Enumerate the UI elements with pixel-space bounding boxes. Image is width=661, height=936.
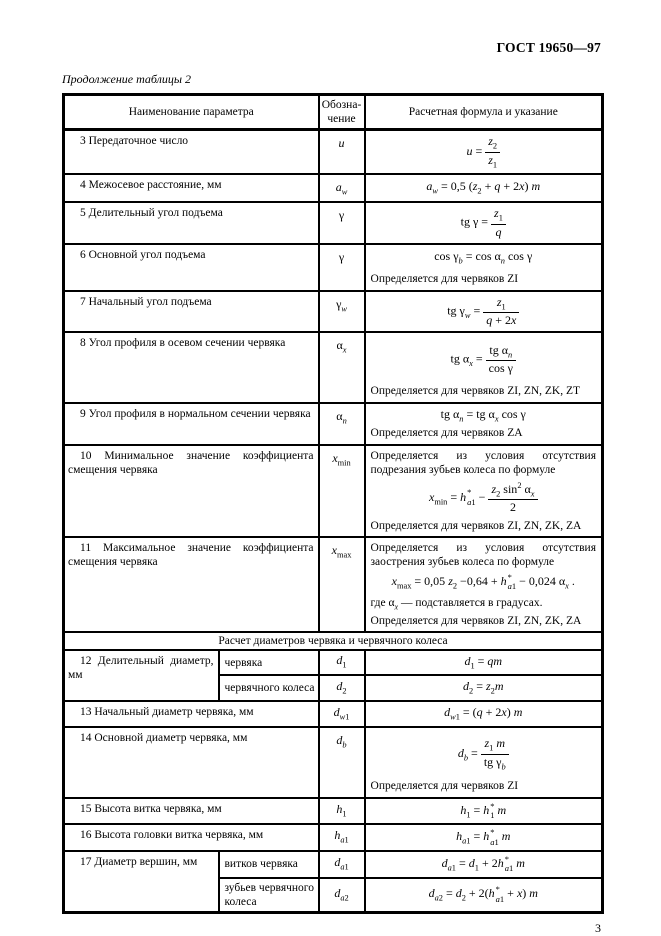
param-name-cell: 7 Начальный угол подъема [64, 291, 319, 332]
table-row [64, 537, 603, 632]
symbol-cell: $\alpha_n$ [319, 403, 365, 445]
column-header-symbol: Обозна- чение [319, 95, 365, 130]
formula-cell: Определяется из условия отсутствия заострения зубьев колеса по формуле $x_{max} = 0,05$ $z_2 -0,64 + h$ * a1 − 0,024 $\alpha_x$ . где $\alpha_x$ — подставляется в градусах. Определяется для червяков ZI, ZN, ZK, ZA [365, 537, 603, 632]
table-row [64, 701, 603, 727]
symbol-cell: γ [319, 202, 365, 243]
symbol-cell: $x_{max}$ [319, 537, 365, 632]
param-name-cell: 8 Угол профиля в осевом сечении червяка [64, 332, 319, 403]
param-name-cell: 4 Межосевое расстояние, мм [64, 174, 319, 202]
param-name-cell: 15 Высота витка червяка, мм [64, 798, 319, 825]
symbol-cell: $h_1$ [319, 798, 365, 825]
formula-cell: $h_1 = h$ * 1 m [365, 798, 603, 825]
table-row [64, 798, 603, 825]
symbol-cell: u [319, 130, 365, 175]
page-number: 3 [595, 920, 601, 935]
symbol-cell: $h_{a1}$ [319, 824, 365, 851]
table-row [64, 851, 603, 878]
formula-cell: tg $\alpha_n$ = tg $\alpha_x$ cos γ Определяется для червяков ZA [365, 403, 603, 445]
param-name-cell: 13 Начальный диаметр червяка, мм [64, 701, 319, 727]
table-row [64, 824, 603, 851]
symbol-cell: $d_b$ [319, 727, 365, 798]
column-header-formula: Расчетная формула и указание [365, 95, 603, 130]
symbol-cell: $d_1$ [319, 650, 365, 676]
table-row [64, 445, 603, 537]
column-header-name: Наименование параметра [64, 95, 319, 130]
table-row [64, 727, 603, 798]
symbol-cell: $x_{min}$ [319, 445, 365, 537]
param-name-cell: 17 Диаметр вершин, мм [64, 851, 219, 912]
formula-cell: $h_{a1} = h$ * a1 m [365, 824, 603, 851]
table-header-row [64, 95, 603, 130]
formula-cell: Определяется из условия отсутствия подрезания зубьев колеса по формуле $x_{min} = h$ * a1 − $\frac{z_2 \sin^2 \alpha_x}{2}$ Определяется для червяков ZI, ZN, ZK, ZA [365, 445, 603, 537]
param-name-cell: 11 Максимальное значение коэффициента смещения червяка [64, 537, 319, 632]
symbol-cell: γ [319, 244, 365, 291]
formula-cell: $d_2 = z_2m$ [365, 675, 603, 701]
table-row [64, 403, 603, 445]
symbol-cell: $d_{a1}$ [319, 851, 365, 878]
param-name-cell: 12 Делительный диаметр, мм [64, 650, 219, 701]
symbol-cell: $d_2$ [319, 675, 365, 701]
symbol-cell: $d_{w1}$ [319, 701, 365, 727]
symbol-cell: $\gamma_w$ [319, 291, 365, 332]
param-name-cell: 10 Минимальное значение коэффициента смещения червяка [64, 445, 319, 537]
table-row [64, 332, 603, 403]
param-name-cell: 16 Высота головки витка червяка, мм [64, 824, 319, 851]
sub-param-cell: червяка [219, 650, 319, 676]
formula-cell: $d_b$ = $\frac{z_1 m}{tg \gamma_b}$ Определяется для червяков ZI [365, 727, 603, 798]
table-row [64, 244, 603, 291]
parameters-table [62, 93, 604, 914]
symbol-cell: $d_{a2}$ [319, 878, 365, 913]
doc-number: ГОСТ 19650—97 [496, 40, 601, 55]
param-name-cell: 5 Делительный угол подъема [64, 202, 319, 243]
symbol-cell: $\alpha_x$ [319, 332, 365, 403]
formula-cell: tg γ = $\frac{z_1}{q}$ [365, 202, 603, 243]
formula-cell: $d_{a1} = d_1 + 2h$ * a1 m [365, 851, 603, 878]
param-name-cell: 14 Основной диаметр червяка, мм [64, 727, 319, 798]
formula-cell: $d_{a2} = d_2 + 2(h$ * a1 + x) m [365, 878, 603, 913]
table-row [64, 130, 603, 175]
formula-cell: tg $\alpha_x$ = $\frac{tg \alpha_n}{\text{cos γ}}$ Определяется для червяков ZI, ZN, ZK, ZT [365, 332, 603, 403]
formula-cell: tg $\gamma_w$ = $\frac{z_1}{q + 2x}$ [365, 291, 603, 332]
section-title-row [64, 632, 603, 650]
formula-cell: $\cos \gamma_b = \cos \alpha_n$ cos γ Определяется для червяков ZI [365, 244, 603, 291]
formula-cell: u = $\frac{z_2}{z_1}$ [365, 130, 603, 175]
param-name-cell: 6 Основной угол подъема [64, 244, 319, 291]
symbol-cell: $a_w$ [319, 174, 365, 202]
formula-cell: $a_w = 0,5$ $(z_2 + q + 2x)$ m [365, 174, 603, 202]
param-name-cell: 3 Передаточное число [64, 130, 319, 175]
section-title: Расчет диаметров червяка и червячного колеса [64, 632, 603, 650]
table-continuation-caption: Продолжение таблицы 2 [62, 72, 192, 86]
table-row [64, 202, 603, 243]
sub-param-cell: червячного колеса [219, 675, 319, 701]
table-row [64, 291, 603, 332]
table-row [64, 174, 603, 202]
formula-cell: $d_{w1} = (q + 2x)$ m [365, 701, 603, 727]
formula-cell: $d_1$ = qm [365, 650, 603, 676]
sub-param-cell: зубьев червячного колеса [219, 878, 319, 913]
table-row [64, 650, 603, 676]
param-name-cell: 9 Угол профиля в нормальном сечении червяка [64, 403, 319, 445]
sub-param-cell: витков червяка [219, 851, 319, 878]
